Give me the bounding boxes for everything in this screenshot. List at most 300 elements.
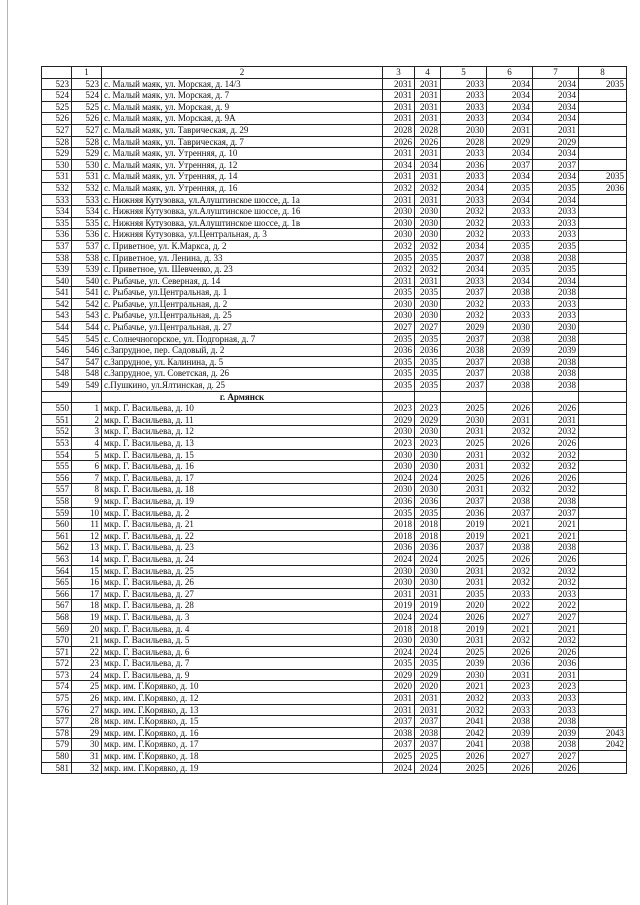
- col-8-cell: [579, 101, 627, 113]
- col-7-cell: 2032: [533, 484, 579, 496]
- table-row: [42, 762, 627, 774]
- item-number-cell: 11: [72, 519, 102, 531]
- col-4-cell: 2031: [415, 704, 441, 716]
- row-number-cell: 553: [42, 438, 72, 450]
- item-number-cell: 527: [72, 124, 102, 136]
- address-cell: с. Приветное, ул. К.Маркса, д. 2: [102, 240, 383, 252]
- col-3-cell: 2035: [383, 252, 415, 264]
- col-5-cell: 2025: [441, 646, 487, 658]
- col-8-cell: [579, 495, 627, 507]
- col-8-cell: 2035: [579, 171, 627, 183]
- col-4-cell: 2029: [415, 669, 441, 681]
- col-6-cell: 2032: [487, 449, 533, 461]
- address-cell: мкр. Г. Васильева, д. 28: [102, 600, 383, 612]
- col-8-cell: [579, 298, 627, 310]
- col-5-cell: 2037: [441, 495, 487, 507]
- address-cell: с.Запрудное, ул. Калинина, д. 5: [102, 356, 383, 368]
- col-8-cell: [579, 275, 627, 287]
- table-row: [42, 298, 627, 310]
- table-row: [42, 577, 627, 589]
- row-number-cell: 561: [42, 530, 72, 542]
- col-4-cell: 2028: [415, 124, 441, 136]
- col-4-cell: 2031: [415, 171, 441, 183]
- item-number-cell: 10: [72, 507, 102, 519]
- col-4-cell: [415, 391, 441, 403]
- table-row: [42, 658, 627, 670]
- col-5-cell: 2019: [441, 623, 487, 635]
- col-6-cell: 2038: [487, 252, 533, 264]
- table-row: [42, 542, 627, 554]
- col-7-cell: 2034: [533, 194, 579, 206]
- col-3-cell: 2035: [383, 507, 415, 519]
- table-row: [42, 345, 627, 357]
- col-6-cell: 2037: [487, 507, 533, 519]
- col-6-cell: 2026: [487, 762, 533, 774]
- col-4-cell: 2031: [415, 78, 441, 90]
- col-6-cell: 2032: [487, 565, 533, 577]
- col-6-cell: 2035: [487, 264, 533, 276]
- address-cell: мкр. Г. Васильева, д. 18: [102, 484, 383, 496]
- col-4-cell: 2029: [415, 414, 441, 426]
- col-3-cell: 2028: [383, 124, 415, 136]
- col-5-cell: 2032: [441, 217, 487, 229]
- item-number-cell: 15: [72, 565, 102, 577]
- col-3-cell: 2031: [383, 704, 415, 716]
- col-4-cell: 2020: [415, 681, 441, 693]
- col-4-cell: 2019: [415, 600, 441, 612]
- table-row: [42, 751, 627, 763]
- col-4-cell: 2035: [415, 380, 441, 392]
- col-5-cell: 2033: [441, 275, 487, 287]
- col-3-cell: 2031: [383, 113, 415, 125]
- col-5-cell: 2033: [441, 148, 487, 160]
- col-6-cell: 2037: [487, 159, 533, 171]
- item-number-cell: 544: [72, 322, 102, 334]
- item-number-cell: 543: [72, 310, 102, 322]
- col-5-cell: 2026: [441, 611, 487, 623]
- col-3-cell: 2035: [383, 380, 415, 392]
- col-7-cell: 2038: [533, 333, 579, 345]
- item-number-cell: 526: [72, 113, 102, 125]
- col-6-cell: 2038: [487, 542, 533, 554]
- table-row: [42, 90, 627, 102]
- item-number-cell: 12: [72, 530, 102, 542]
- col-5-cell: 2042: [441, 727, 487, 739]
- address-cell: с. Малый маяк, ул. Утренняя, д. 16: [102, 182, 383, 194]
- table-row: [42, 727, 627, 739]
- col-6-cell: 2035: [487, 240, 533, 252]
- row-number-cell: 577: [42, 716, 72, 728]
- address-cell: с. Малый маяк, ул. Морская, д. 9: [102, 101, 383, 113]
- address-cell: мкр. Г. Васильева, д. 22: [102, 530, 383, 542]
- row-number-cell: 537: [42, 240, 72, 252]
- col-5-cell: 2031: [441, 426, 487, 438]
- col-8-cell: [579, 472, 627, 484]
- col-6-cell: 2032: [487, 577, 533, 589]
- col-8-cell: [579, 159, 627, 171]
- table-row: [42, 229, 627, 241]
- row-number-cell: 571: [42, 646, 72, 658]
- col-7-cell: 2035: [533, 264, 579, 276]
- table-row: [42, 182, 627, 194]
- item-number-cell: 19: [72, 611, 102, 623]
- table-row: [42, 611, 627, 623]
- col-7-cell: 2032: [533, 449, 579, 461]
- col-6-cell: 2032: [487, 484, 533, 496]
- table-row: [42, 739, 627, 751]
- address-cell: мкр. Г. Васильева, д. 23: [102, 542, 383, 554]
- col-5-cell: 2031: [441, 635, 487, 647]
- col-8-cell: [579, 194, 627, 206]
- col-4-cell: 2018: [415, 530, 441, 542]
- col-8-cell: [579, 310, 627, 322]
- col-5-cell: 2031: [441, 577, 487, 589]
- row-number-cell: 539: [42, 264, 72, 276]
- address-cell: мкр. им. Г.Корявко, д. 16: [102, 727, 383, 739]
- col-4-cell: 2023: [415, 403, 441, 415]
- col-3-cell: [383, 391, 415, 403]
- col-7-cell: 2032: [533, 461, 579, 473]
- col-8-cell: [579, 414, 627, 426]
- col-7-cell: 2030: [533, 322, 579, 334]
- row-number-cell: 555: [42, 461, 72, 473]
- address-cell: с. Рыбачье, ул.Центральная, д. 1: [102, 287, 383, 299]
- table-row: [42, 101, 627, 113]
- table-row: [42, 623, 627, 635]
- col-4-cell: 2037: [415, 716, 441, 728]
- col-7-cell: 2034: [533, 148, 579, 160]
- table-row: [42, 194, 627, 206]
- address-cell: мкр. им. Г.Корявко, д. 10: [102, 681, 383, 693]
- table-row: [42, 322, 627, 334]
- row-number-cell: 529: [42, 148, 72, 160]
- address-cell: мкр. Г. Васильева, д. 4: [102, 623, 383, 635]
- col-5-cell: 2037: [441, 356, 487, 368]
- col-8-cell: [579, 623, 627, 635]
- col-6-cell: 2038: [487, 356, 533, 368]
- col-5-cell: 2029: [441, 322, 487, 334]
- col-7-cell: 2033: [533, 206, 579, 218]
- col-6-cell: 2027: [487, 751, 533, 763]
- col-8-cell: 2043: [579, 727, 627, 739]
- row-number-cell: 538: [42, 252, 72, 264]
- col-3-cell: 2023: [383, 403, 415, 415]
- col-6-cell: 2038: [487, 368, 533, 380]
- table-row: [42, 519, 627, 531]
- col-7-cell: 2032: [533, 426, 579, 438]
- col-6-cell: 2021: [487, 530, 533, 542]
- col-6-cell: 2039: [487, 345, 533, 357]
- item-number-cell: 32: [72, 762, 102, 774]
- item-number-cell: 30: [72, 739, 102, 751]
- table-row: [42, 310, 627, 322]
- col-5-cell: 2025: [441, 472, 487, 484]
- row-number-cell: 534: [42, 206, 72, 218]
- address-cell: с. Нижняя Кутузовка, ул.Алуштинское шоссе, д. 1а: [102, 194, 383, 206]
- row-number-cell: 558: [42, 495, 72, 507]
- table-row: [42, 264, 627, 276]
- col-6-cell: 2021: [487, 623, 533, 635]
- address-cell: с. Нижняя Кутузовка, ул.Алуштинское шоссе, д. 1в: [102, 217, 383, 229]
- col-3-cell: 2029: [383, 414, 415, 426]
- address-cell: с. Малый маяк, ул. Морская, д. 14/3: [102, 78, 383, 90]
- row-number-cell: 541: [42, 287, 72, 299]
- col-8-cell: [579, 124, 627, 136]
- col-7-cell: 2029: [533, 136, 579, 148]
- item-number-cell: 22: [72, 646, 102, 658]
- row-number-cell: 578: [42, 727, 72, 739]
- col-3-cell: 2024: [383, 472, 415, 484]
- row-number-cell: 556: [42, 472, 72, 484]
- table-row: [42, 449, 627, 461]
- col-6-cell: 2031: [487, 414, 533, 426]
- item-number-cell: 13: [72, 542, 102, 554]
- col-3-cell: 2031: [383, 78, 415, 90]
- address-cell: мкр. Г. Васильева, д. 19: [102, 495, 383, 507]
- col-8-cell: 2035: [579, 78, 627, 90]
- col-3-cell: 2030: [383, 577, 415, 589]
- col-6-cell: 2033: [487, 310, 533, 322]
- col-5-cell: 2025: [441, 438, 487, 450]
- col-4-cell: 2034: [415, 159, 441, 171]
- address-cell: мкр. Г. Васильева, д. 25: [102, 565, 383, 577]
- item-number-cell: 4: [72, 438, 102, 450]
- col-5-cell: 2037: [441, 380, 487, 392]
- col-3-cell: 2030: [383, 298, 415, 310]
- row-number-cell: 572: [42, 658, 72, 670]
- col-5-cell: 2037: [441, 368, 487, 380]
- col-4-cell: 2030: [415, 635, 441, 647]
- col-7-cell: 2033: [533, 229, 579, 241]
- col-4-cell: 2026: [415, 136, 441, 148]
- header-cell: 8: [579, 67, 627, 79]
- col-7-cell: 2033: [533, 693, 579, 705]
- col-7-cell: 2038: [533, 287, 579, 299]
- item-number-cell: 541: [72, 287, 102, 299]
- col-7-cell: 2031: [533, 669, 579, 681]
- col-8-cell: [579, 751, 627, 763]
- col-5-cell: 2033: [441, 194, 487, 206]
- col-6-cell: 2030: [487, 322, 533, 334]
- col-7-cell: 2027: [533, 751, 579, 763]
- col-7-cell: 2033: [533, 310, 579, 322]
- col-6-cell: 2034: [487, 90, 533, 102]
- col-3-cell: 2036: [383, 542, 415, 554]
- col-5-cell: 2030: [441, 124, 487, 136]
- col-6-cell: 2021: [487, 519, 533, 531]
- schedule-table: [41, 66, 627, 774]
- item-number-cell: 538: [72, 252, 102, 264]
- address-cell: мкр. Г. Васильева, д. 12: [102, 426, 383, 438]
- table-row: [42, 704, 627, 716]
- row-number-cell: 560: [42, 519, 72, 531]
- col-8-cell: [579, 519, 627, 531]
- col-8-cell: [579, 635, 627, 647]
- table-row: [42, 124, 627, 136]
- col-3-cell: 2031: [383, 588, 415, 600]
- col-5-cell: 2032: [441, 229, 487, 241]
- col-6-cell: 2031: [487, 669, 533, 681]
- address-cell: с. Рыбачье, ул. Северная, д. 14: [102, 275, 383, 287]
- col-8-cell: [579, 693, 627, 705]
- col-4-cell: 2030: [415, 206, 441, 218]
- row-number-cell: 565: [42, 577, 72, 589]
- row-number-cell: 573: [42, 669, 72, 681]
- table-row: [42, 484, 627, 496]
- row-number-cell: 547: [42, 356, 72, 368]
- col-3-cell: 2036: [383, 495, 415, 507]
- row-number-cell: 581: [42, 762, 72, 774]
- col-7-cell: 2026: [533, 762, 579, 774]
- col-4-cell: 2024: [415, 762, 441, 774]
- col-4-cell: 2025: [415, 751, 441, 763]
- row-number-cell: 575: [42, 693, 72, 705]
- col-4-cell: 2030: [415, 449, 441, 461]
- col-8-cell: [579, 217, 627, 229]
- item-number-cell: 9: [72, 495, 102, 507]
- table-row: [42, 530, 627, 542]
- address-cell: мкр. им. Г.Корявко, д. 12: [102, 693, 383, 705]
- col-3-cell: 2031: [383, 693, 415, 705]
- table-row: [42, 495, 627, 507]
- item-number-cell: 546: [72, 345, 102, 357]
- item-number-cell: 18: [72, 600, 102, 612]
- col-7-cell: 2038: [533, 716, 579, 728]
- col-5-cell: 2035: [441, 588, 487, 600]
- item-number-cell: 534: [72, 206, 102, 218]
- col-8-cell: [579, 426, 627, 438]
- row-number-cell: 549: [42, 380, 72, 392]
- col-3-cell: 2030: [383, 229, 415, 241]
- col-3-cell: 2031: [383, 148, 415, 160]
- col-6-cell: 2034: [487, 275, 533, 287]
- col-8-cell: [579, 681, 627, 693]
- header-cell: 4: [415, 67, 441, 79]
- col-7-cell: 2027: [533, 611, 579, 623]
- item-number-cell: 6: [72, 461, 102, 473]
- table-row: [42, 635, 627, 647]
- item-number-cell: 1: [72, 403, 102, 415]
- address-cell: мкр. Г. Васильева, д. 2: [102, 507, 383, 519]
- col-4-cell: 2024: [415, 646, 441, 658]
- col-6-cell: 2029: [487, 136, 533, 148]
- col-3-cell: 2024: [383, 611, 415, 623]
- col-7-cell: 2031: [533, 414, 579, 426]
- row-number-cell: 536: [42, 229, 72, 241]
- address-cell: с. Солнечногорское, ул. Подгорная, д. 7: [102, 333, 383, 345]
- col-6-cell: 2035: [487, 182, 533, 194]
- item-number-cell: 528: [72, 136, 102, 148]
- item-number-cell: 533: [72, 194, 102, 206]
- address-cell: с. Малый маяк, ул. Таврическая, д. 29: [102, 124, 383, 136]
- col-3-cell: 2031: [383, 275, 415, 287]
- col-5-cell: 2034: [441, 182, 487, 194]
- table-row: [42, 693, 627, 705]
- col-3-cell: 2025: [383, 751, 415, 763]
- col-5-cell: 2037: [441, 542, 487, 554]
- address-cell: мкр. Г. Васильева, д. 15: [102, 449, 383, 461]
- item-number-cell: 29: [72, 727, 102, 739]
- col-6-cell: 2038: [487, 716, 533, 728]
- col-7-cell: 2034: [533, 90, 579, 102]
- row-number-cell: 525: [42, 101, 72, 113]
- item-number-cell: 537: [72, 240, 102, 252]
- address-cell: с. Малый маяк, ул. Морская, д. 9А: [102, 113, 383, 125]
- col-7-cell: 2038: [533, 368, 579, 380]
- col-7-cell: 2037: [533, 159, 579, 171]
- row-number-cell: 533: [42, 194, 72, 206]
- col-4-cell: 2024: [415, 553, 441, 565]
- col-8-cell: 2042: [579, 739, 627, 751]
- col-5-cell: 2032: [441, 704, 487, 716]
- col-4-cell: 2030: [415, 426, 441, 438]
- col-5-cell: 2033: [441, 90, 487, 102]
- item-number-cell: 3: [72, 426, 102, 438]
- col-7-cell: 2032: [533, 577, 579, 589]
- col-8-cell: [579, 90, 627, 102]
- col-4-cell: 2031: [415, 101, 441, 113]
- col-8-cell: [579, 322, 627, 334]
- row-number-cell: 528: [42, 136, 72, 148]
- col-4-cell: 2023: [415, 438, 441, 450]
- item-number-cell: 530: [72, 159, 102, 171]
- address-cell: с. Малый маяк, ул. Таврическая, д. 7: [102, 136, 383, 148]
- table-row: [42, 646, 627, 658]
- col-4-cell: 2035: [415, 507, 441, 519]
- table-row: [42, 275, 627, 287]
- col-7-cell: 2031: [533, 124, 579, 136]
- item-number-cell: 525: [72, 101, 102, 113]
- table-row: [42, 380, 627, 392]
- col-8-cell: [579, 403, 627, 415]
- col-5-cell: 2038: [441, 345, 487, 357]
- col-4-cell: 2031: [415, 148, 441, 160]
- col-3-cell: 2036: [383, 345, 415, 357]
- col-7-cell: 2026: [533, 403, 579, 415]
- row-number-cell: 576: [42, 704, 72, 716]
- col-5-cell: 2032: [441, 298, 487, 310]
- address-cell: с.Пушкино, ул.Ялтинская, д. 25: [102, 380, 383, 392]
- col-3-cell: 2024: [383, 553, 415, 565]
- row-number-cell: 524: [42, 90, 72, 102]
- row-number-cell: 557: [42, 484, 72, 496]
- col-7-cell: 2022: [533, 600, 579, 612]
- header-cell: 6: [487, 67, 533, 79]
- item-number-cell: 24: [72, 669, 102, 681]
- item-number-cell: 542: [72, 298, 102, 310]
- col-5-cell: 2037: [441, 287, 487, 299]
- table-row: [42, 565, 627, 577]
- col-4-cell: 2030: [415, 484, 441, 496]
- address-cell: мкр. Г. Васильева, д. 9: [102, 669, 383, 681]
- address-cell: с. Малый маяк, ул. Морская, д. 7: [102, 90, 383, 102]
- col-5-cell: 2032: [441, 310, 487, 322]
- row-number-cell: 535: [42, 217, 72, 229]
- col-3-cell: 2032: [383, 264, 415, 276]
- col-3-cell: 2035: [383, 658, 415, 670]
- col-5-cell: 2025: [441, 762, 487, 774]
- col-8-cell: [579, 136, 627, 148]
- col-7-cell: 2038: [533, 380, 579, 392]
- col-8-cell: [579, 333, 627, 345]
- item-number-cell: 5: [72, 449, 102, 461]
- col-3-cell: 2018: [383, 530, 415, 542]
- col-3-cell: 2035: [383, 368, 415, 380]
- col-8-cell: [579, 588, 627, 600]
- col-4-cell: 2037: [415, 739, 441, 751]
- col-6-cell: 2039: [487, 727, 533, 739]
- row-number-cell: 554: [42, 449, 72, 461]
